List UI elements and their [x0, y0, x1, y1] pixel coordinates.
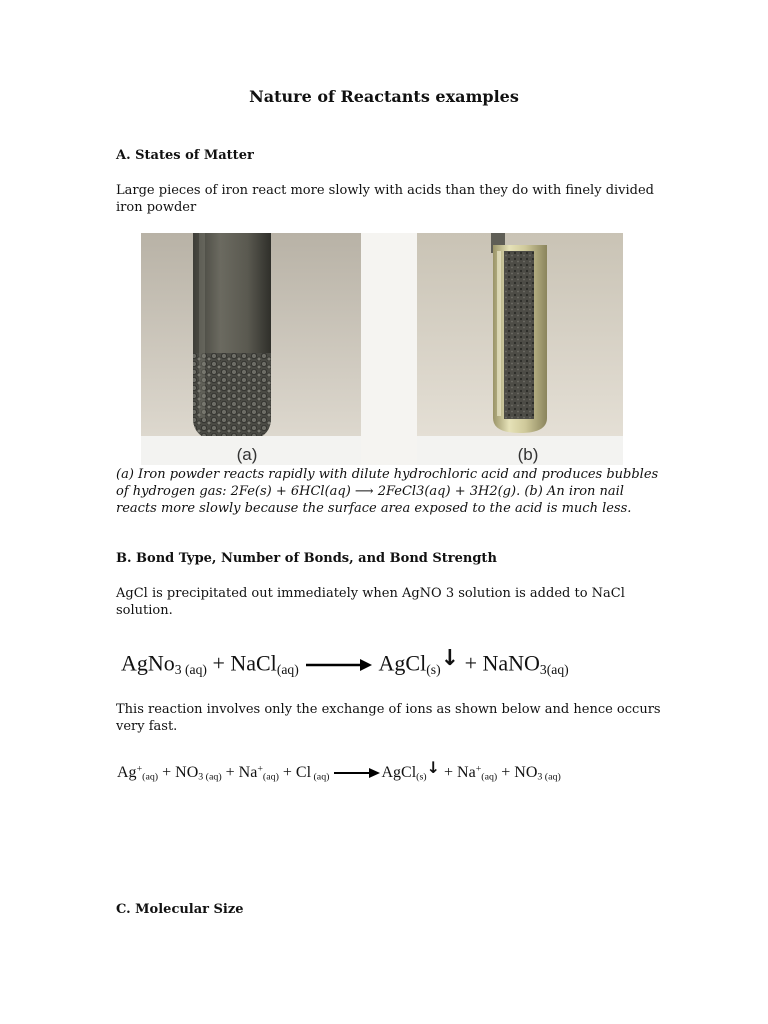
product-agcl: AgCl — [381, 764, 417, 781]
ion-no3-sub: 3 (aq) — [198, 771, 222, 783]
section-a-text: Large pieces of iron react more slowly with acids than they do with finely divided iron powder — [116, 183, 655, 215]
equation-2 — [117, 758, 561, 782]
plus-sign: + — [212, 650, 225, 676]
plus-sign: + — [225, 764, 235, 781]
ion-na: Na — [238, 764, 258, 781]
product-nano3-sub: 3(aq) — [539, 661, 569, 677]
plus-sign: + — [282, 764, 292, 781]
plus-sign: + — [464, 650, 477, 676]
product-no3-ion: NO — [514, 764, 538, 781]
ion-ag: Ag — [117, 764, 137, 781]
product-na-sub: (aq) — [481, 771, 498, 783]
ion-na-charge: + — [257, 763, 263, 775]
precipitate-arrow-icon: ↓ — [426, 758, 440, 777]
reactant-nacl-sub: (aq) — [276, 661, 299, 677]
precipitate-arrow-icon: ↓ — [440, 646, 460, 671]
ion-ag-sub: (aq) — [142, 771, 159, 783]
product-no3-sub: 3 (aq) — [537, 771, 561, 783]
figure-label-b: (b) — [517, 445, 539, 464]
reactant-nacl: NaCl — [230, 650, 277, 676]
product-agcl-sub: (s) — [416, 771, 427, 783]
plus-sign: + — [501, 764, 511, 781]
section-b-text-2: This reaction involves only the exchange of ions as shown below and hence occurs very fast. — [116, 702, 661, 734]
reactant-agno3-sub: 3 (aq) — [174, 661, 207, 677]
test-tube-figure — [141, 233, 623, 465]
ion-na-sub: (aq) — [262, 771, 279, 783]
product-na-ion: Na — [457, 764, 476, 781]
section-a-heading: A. States of Matter — [116, 148, 254, 163]
ion-cl-sub: (aq) — [311, 771, 330, 783]
figure-label-a: (a) — [236, 445, 258, 464]
product-agcl: AgCl — [378, 650, 427, 676]
section-b-text: AgCl is precipitated out immediately when AgNO 3 solution is added to NaCl solution. — [116, 586, 625, 618]
ion-ag-charge: + — [136, 763, 143, 775]
product-nano3: NaNO — [482, 650, 540, 676]
figure-caption: (a) Iron powder reacts rapidly with dilute hydrochloric acid and produces bubbles of hydrogen gas: 2Fe(s) + 6HCl(aq) ⟶ 2FeCl3(aq) + 3H2(g). (b) An iron nail reacts more slowly because the surface area exposed to the acid is much less. — [116, 467, 659, 516]
plus-sign: + — [162, 764, 172, 781]
product-na-charge: + — [475, 763, 482, 775]
reaction-arrow-icon — [333, 767, 381, 779]
plus-sign: + — [444, 764, 454, 781]
reaction-arrow-icon — [304, 657, 374, 673]
ion-no3: NO — [175, 764, 199, 781]
reactant-agno3: AgNo — [121, 650, 175, 676]
ion-cl: Cl — [295, 764, 312, 781]
page-title: Nature of Reactants examples — [249, 87, 519, 106]
section-b-heading: B. Bond Type, Number of Bonds, and Bond Strength — [116, 551, 497, 566]
equation-1 — [121, 646, 569, 678]
section-c-heading: C. Molecular Size — [116, 902, 244, 917]
product-agcl-sub: (s) — [426, 661, 441, 677]
